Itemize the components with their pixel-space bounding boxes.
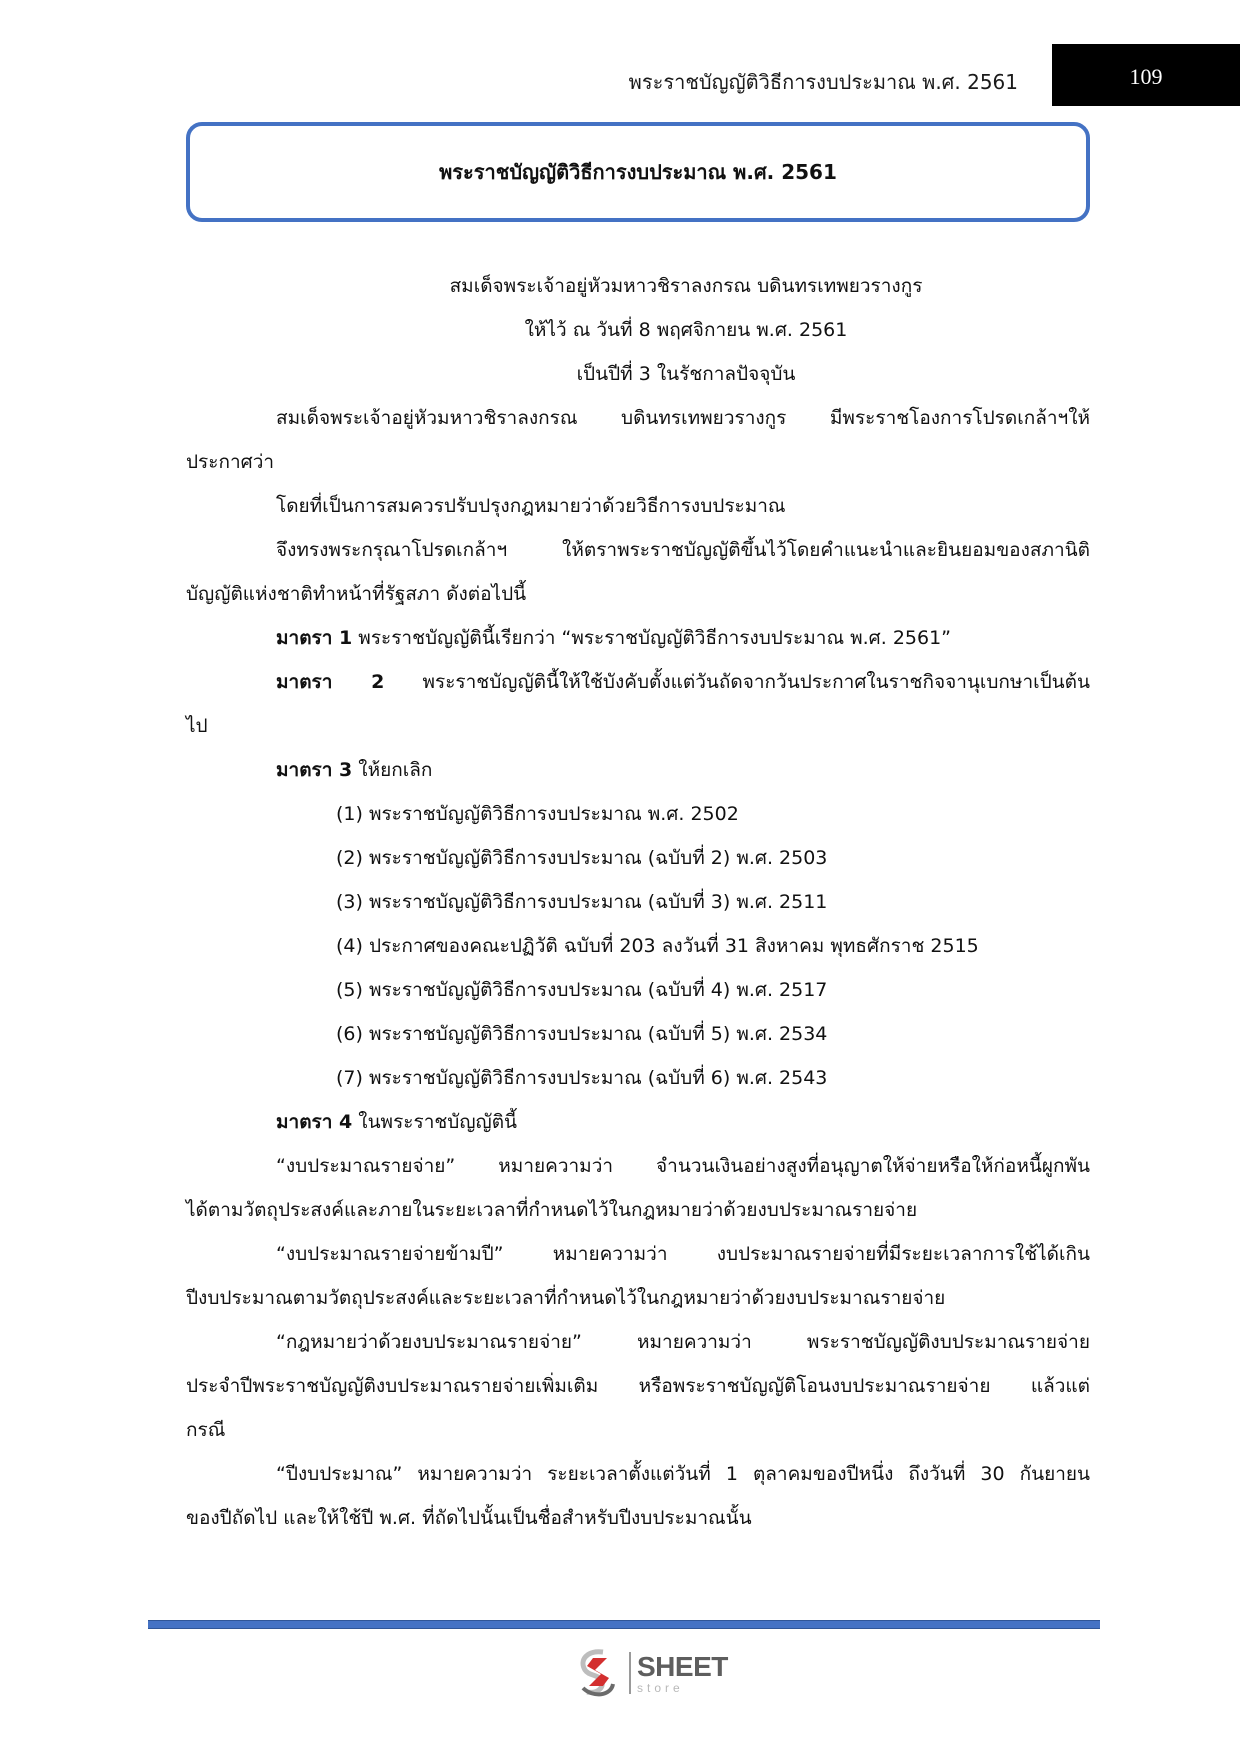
section-1-text: พระราชบัญญัตินี้เรียกว่า “พระราชบัญญัติวิธีการงบประมาณ พ.ศ. 2561” bbox=[352, 627, 952, 649]
reason-paragraph: โดยที่เป็นการสมควรปรับปรุงกฎหมายว่าด้วยวิธีการงบประมาณ bbox=[276, 495, 786, 517]
definition-budget-line-2: ได้ตามวัตถุประสงค์และภายในระยะเวลาที่กำหนดไว้ในกฎหมายว่าด้วยงบประมาณรายจ่าย bbox=[186, 1199, 918, 1221]
enactment-line-1: จึงทรงพระกรุณาโปรดเกล้าฯ ให้ตราพระราชบัญญัติขึ้นไว้โดยคำแนะนำและยินยอมของสภานิติ bbox=[276, 539, 1090, 561]
page-number-box bbox=[1052, 44, 1240, 106]
logo-sub: store bbox=[637, 1680, 684, 1695]
title-box bbox=[186, 122, 1090, 222]
proclamation-line-2: ประกาศว่า bbox=[186, 451, 275, 473]
section-2-line-2: ไป bbox=[186, 715, 208, 737]
document-body bbox=[186, 264, 1090, 1540]
repealed-item: (5) พระราชบัญญัติวิธีการงบประมาณ (ฉบับที่ 4) พ.ศ. 2517 bbox=[336, 979, 828, 1001]
definition-multiyear-line-2: ปีงบประมาณตามวัตถุประสงค์และระยะเวลาที่กำหนดไว้ในกฎหมายว่าด้วยงบประมาณรายจ่าย bbox=[186, 1287, 946, 1309]
logo-brand: SHEET bbox=[637, 1650, 728, 1682]
section-3-label: มาตรา 3 bbox=[276, 759, 353, 781]
definition-budget-line-1: “งบประมาณรายจ่าย” หมายความว่า จำนวนเงินอย่างสูงที่อนุญาตให้จ่ายหรือให้ก่อหนี้ผูกพัน bbox=[276, 1155, 1090, 1177]
proclamation-line-1: สมเด็จพระเจ้าอยู่หัวมหาวชิราลงกรณ บดินทรเทพยวรางกูร มีพระราชโองการโปรดเกล้าฯให้ bbox=[276, 407, 1090, 429]
footer-logo bbox=[573, 1645, 728, 1701]
logo-text bbox=[637, 1650, 728, 1695]
logo-divider bbox=[629, 1652, 631, 1694]
repealed-item: (6) พระราชบัญญัติวิธีการงบประมาณ (ฉบับที่ 5) พ.ศ. 2534 bbox=[336, 1023, 828, 1045]
repealed-item: (1) พระราชบัญญัติวิธีการงบประมาณ พ.ศ. 2502 bbox=[336, 803, 739, 825]
definition-multiyear-line-1: “งบประมาณรายจ่ายข้ามปี” หมายความว่า งบประมาณรายจ่ายที่มีระยะเวลาการใช้ได้เกิน bbox=[276, 1243, 1090, 1265]
sheet-store-logo-icon bbox=[573, 1648, 623, 1698]
section-4-label: มาตรา 4 bbox=[276, 1111, 353, 1133]
definition-budget-law-line-1: “กฎหมายว่าด้วยงบประมาณรายจ่าย” หมายความว่า พระราชบัญญัติงบประมาณรายจ่าย bbox=[276, 1331, 1090, 1353]
section-3 bbox=[186, 748, 1090, 792]
reign-year: เป็นปีที่ 3 ในรัชกาลปัจจุบัน bbox=[576, 363, 796, 385]
repealed-item: (7) พระราชบัญญัติวิธีการงบประมาณ (ฉบับที่ 6) พ.ศ. 2543 bbox=[336, 1067, 828, 1089]
definition-budget-law-line-2: ประจำปีพระราชบัญญัติงบประมาณรายจ่ายเพิ่มเติม หรือพระราชบัญญัติโอนงบประมาณรายจ่าย แล้วแต่ bbox=[186, 1375, 1090, 1397]
footer-rule bbox=[148, 1620, 1100, 1629]
king-name: สมเด็จพระเจ้าอยู่หัวมหาวชิราลงกรณ บดินทรเทพยวรางกูร bbox=[449, 275, 923, 297]
running-header-title: พระราชบัญญัติวิธีการงบประมาณ พ.ศ. 2561 bbox=[628, 70, 1018, 94]
definition-fiscal-year-line-2: ของปีถัดไป และให้ใช้ปี พ.ศ. ที่ถัดไปนั้นเป็นชื่อสำหรับปีงบประมาณนั้น bbox=[186, 1507, 752, 1529]
definition-fiscal-year-line-1: “ปีงบประมาณ” หมายความว่า ระยะเวลาตั้งแต่วันที่ 1 ตุลาคมของปีหนึ่ง ถึงวันที่ 30 กันยายน bbox=[276, 1463, 1090, 1485]
section-3-text: ให้ยกเลิก bbox=[352, 759, 433, 781]
repealed-item: (3) พระราชบัญญัติวิธีการงบประมาณ (ฉบับที่ 3) พ.ศ. 2511 bbox=[336, 891, 828, 913]
section-4-text: ในพระราชบัญญัตินี้ bbox=[352, 1111, 518, 1133]
given-date: ให้ไว้ ณ วันที่ 8 พฤศจิกายน พ.ศ. 2561 bbox=[524, 319, 848, 341]
repealed-item: (4) ประกาศของคณะปฏิวัติ ฉบับที่ 203 ลงวันที่ 31 สิงหาคม พุทธศักราช 2515 bbox=[336, 935, 979, 957]
document-title: พระราชบัญญัติวิธีการงบประมาณ พ.ศ. 2561 bbox=[439, 160, 837, 184]
enactment-line-2: บัญญัติแห่งชาติทำหน้าที่รัฐสภา ดังต่อไปนี้ bbox=[186, 583, 527, 605]
section-4 bbox=[186, 1100, 1090, 1144]
section-2-line-1 bbox=[186, 660, 1090, 704]
section-2-text: พระราชบัญญัตินี้ให้ใช้บังคับตั้งแต่วันถัดจากวันประกาศในราชกิจจานุเบกษาเป็นต้น bbox=[384, 671, 1090, 693]
section-1 bbox=[186, 616, 1090, 660]
section-2-label: มาตรา 2 bbox=[276, 671, 385, 693]
section-1-label: มาตรา 1 bbox=[276, 627, 353, 649]
definition-budget-law-line-3: กรณี bbox=[186, 1419, 226, 1441]
page-number: 109 bbox=[1129, 64, 1163, 89]
repealed-item: (2) พระราชบัญญัติวิธีการงบประมาณ (ฉบับที่ 2) พ.ศ. 2503 bbox=[336, 847, 828, 869]
